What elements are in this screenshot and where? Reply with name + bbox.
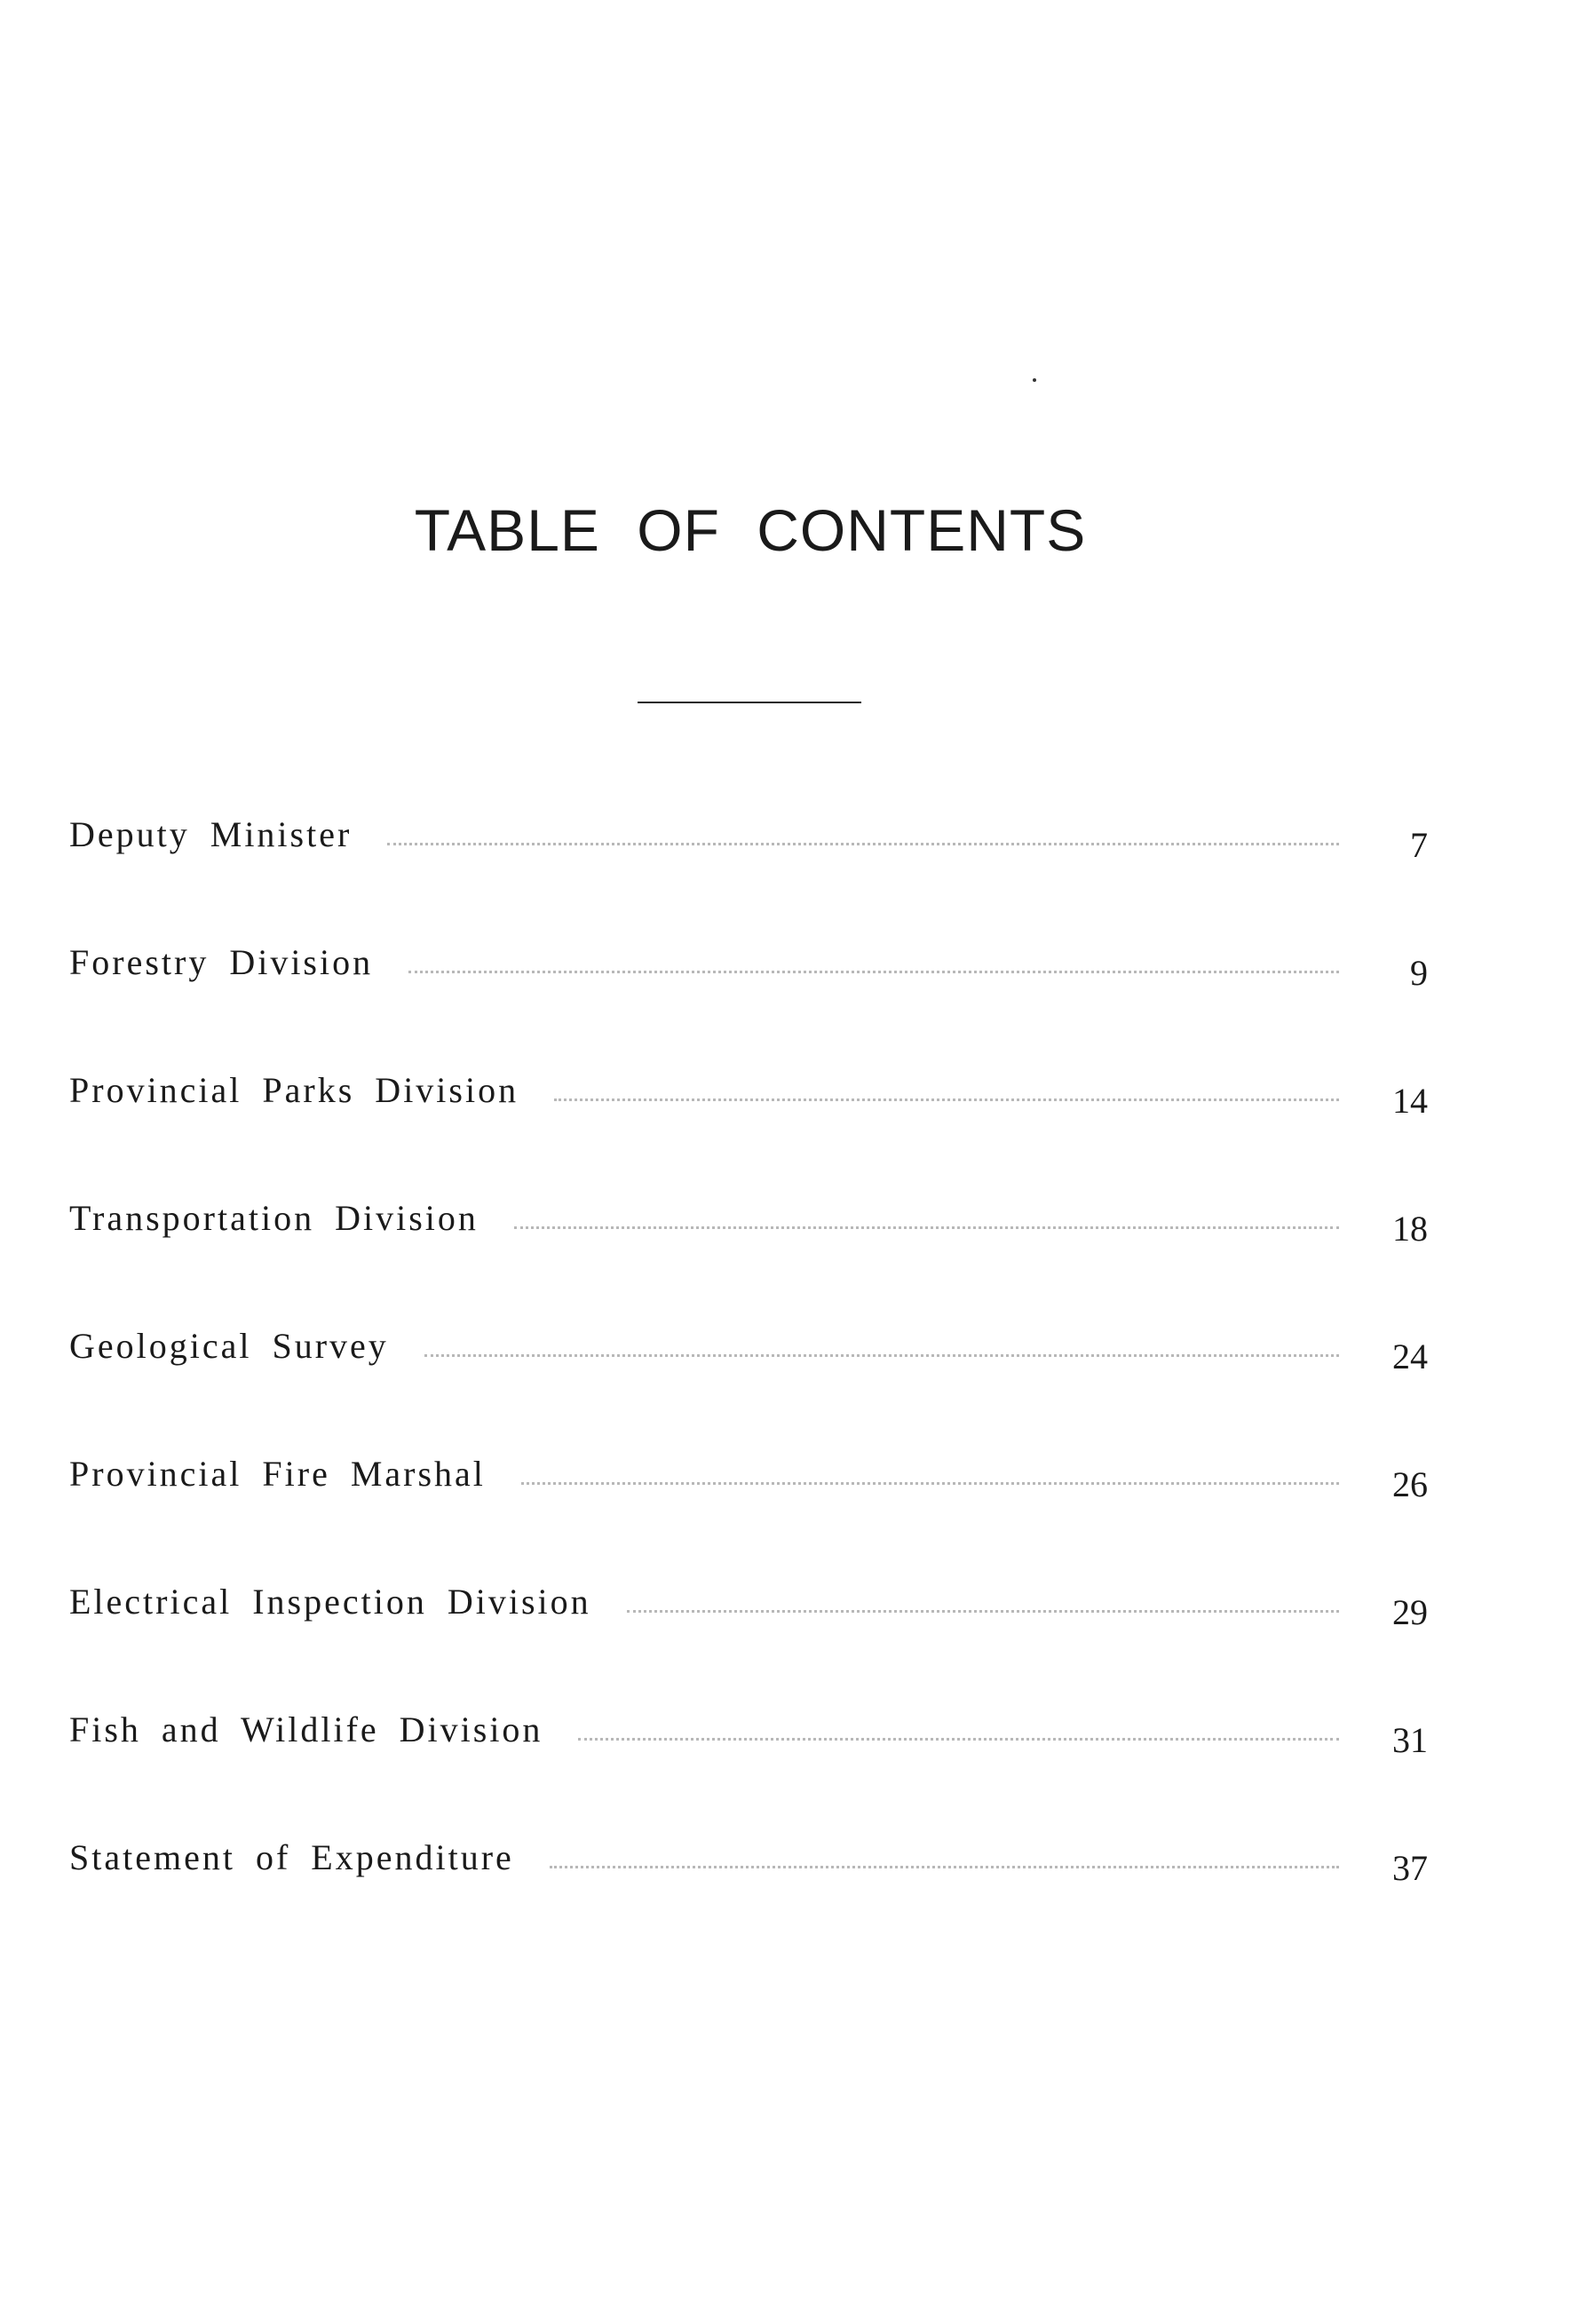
print-speck — [1033, 378, 1036, 382]
toc-entry-deputy-minister[interactable] — [69, 799, 1428, 865]
toc-entry-fish-and-wildlife-division[interactable] — [69, 1694, 1428, 1760]
toc-entry-page: 29 — [1392, 1592, 1428, 1632]
toc-entry-page: 24 — [1392, 1336, 1428, 1376]
title-divider — [638, 702, 861, 703]
dot-leader — [408, 971, 1339, 973]
dot-leader — [514, 1226, 1339, 1229]
dot-leader — [627, 1610, 1339, 1613]
toc-entry-provincial-parks-division[interactable] — [69, 1055, 1428, 1121]
toc-entry-page: 9 — [1410, 953, 1428, 993]
toc-entry-page: 26 — [1392, 1464, 1428, 1504]
toc-entry-label: Fish and Wildlife Division — [69, 1709, 543, 1749]
toc-entry-label: Provincial Parks Division — [69, 1070, 519, 1110]
toc-entry-label: Statement of Expenditure — [69, 1837, 514, 1877]
toc-entry-label: Deputy Minister — [69, 814, 353, 854]
toc-entry-statement-of-expenditure[interactable] — [69, 1822, 1428, 1888]
dot-leader — [550, 1866, 1339, 1868]
toc-entry-page: 14 — [1392, 1081, 1428, 1121]
toc-entry-label: Forestry Division — [69, 942, 374, 982]
dot-leader — [521, 1482, 1339, 1485]
toc-entry-page: 31 — [1392, 1720, 1428, 1760]
dot-leader — [387, 843, 1339, 845]
toc-entry-transportation-division[interactable] — [69, 1183, 1428, 1249]
toc-entry-provincial-fire-marshal[interactable] — [69, 1439, 1428, 1504]
dot-leader — [424, 1354, 1339, 1357]
toc-entry-page: 7 — [1410, 825, 1428, 865]
dot-leader — [578, 1738, 1339, 1741]
toc-entry-electrical-inspection-division[interactable] — [69, 1567, 1428, 1632]
toc-entry-label: Provincial Fire Marshal — [69, 1454, 486, 1494]
toc-entry-page: 18 — [1392, 1209, 1428, 1249]
toc-entry-forestry-division[interactable] — [69, 927, 1428, 993]
toc-entry-geological-survey[interactable] — [69, 1311, 1428, 1376]
toc-entry-page: 37 — [1392, 1848, 1428, 1888]
toc-entry-label: Transportation Division — [69, 1198, 479, 1238]
toc-entry-label: Electrical Inspection Division — [69, 1582, 591, 1622]
dot-leader — [554, 1099, 1339, 1101]
page-title: TABLE OF CONTENTS — [414, 497, 1087, 564]
toc-entry-label: Geological Survey — [69, 1326, 389, 1366]
